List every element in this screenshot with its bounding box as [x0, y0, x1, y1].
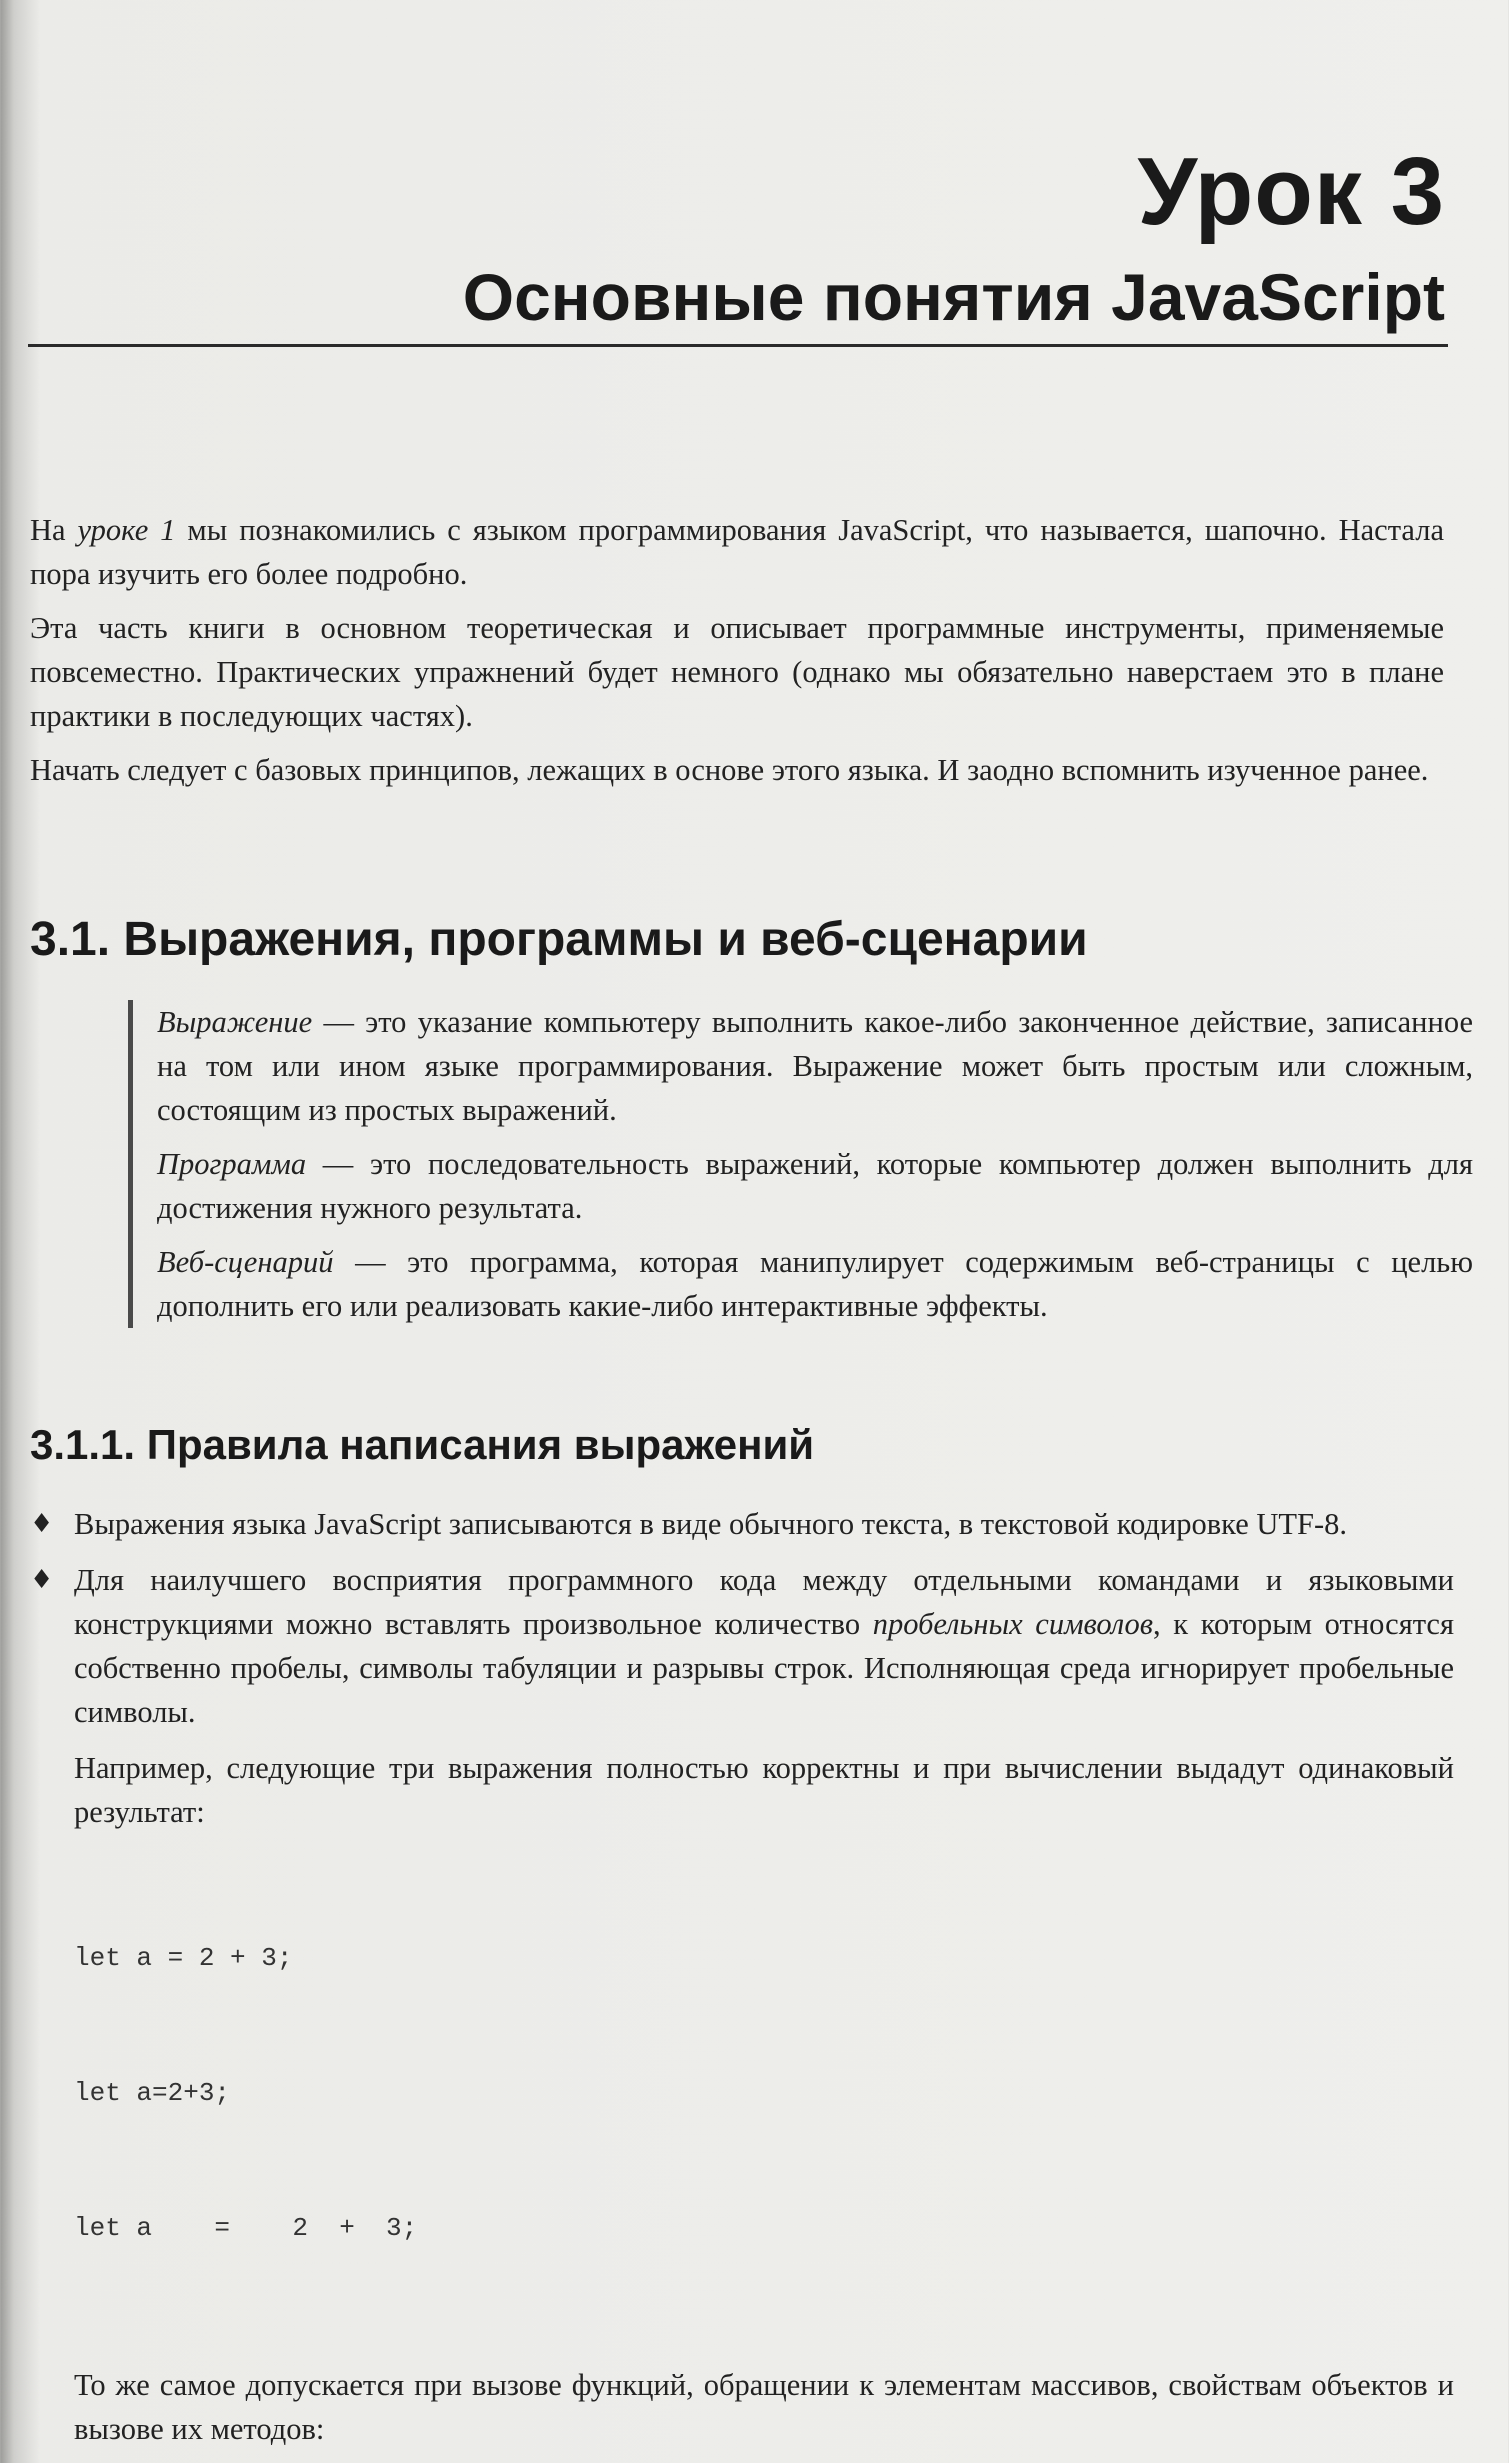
- code-line: let a = 2 + 3;: [74, 2213, 418, 2243]
- definition-text: — это последовательность выражений, которые компьютер должен выполнить для достижения нужного результата.: [157, 1147, 1473, 1225]
- chapter-header: [463, 140, 1445, 336]
- example-outro: То же самое допускается при вызове функций, обращении к элементам массивов, свойствам объектов и вызове их методов:: [74, 2368, 1454, 2446]
- intro-p1-end: мы познакомились с языком программирования JavaScript, что называется, шапочно. Настала пора изучить его более подробно.: [30, 513, 1444, 591]
- diamond-bullet-icon: ♦: [30, 1565, 54, 1595]
- code-line: let a = 2 + 3;: [74, 1943, 293, 1973]
- lesson-reference: уроке 1: [77, 513, 176, 547]
- code-example: [30, 1846, 1454, 2341]
- example-intro: Например, следующие три выражения полностью корректны и при вычислении выдадут одинаковый результат:: [74, 1751, 1454, 1829]
- definition-text: — это указание компьютеру выполнить какое-либо законченное действие, записанное на том или ином языке программирования. Выражение может быть простым или сложным, состоящим из простых выражений.: [157, 1005, 1473, 1127]
- definition-term: Программа: [157, 1147, 307, 1181]
- chapter-divider: [28, 344, 1448, 347]
- rules-list: [30, 1502, 1454, 2463]
- whitespace-term: пробельных символов: [872, 1607, 1154, 1641]
- list-item: [30, 1502, 1454, 1546]
- diamond-bullet-icon: ♦: [30, 1509, 54, 1539]
- definition-expression: [157, 1000, 1473, 1132]
- definition-term: Выражение: [157, 1005, 313, 1039]
- subsection-heading: 3.1.1. Правила написания выражений: [30, 1421, 815, 1468]
- intro-p1-start: На: [30, 513, 78, 547]
- intro-text: [30, 508, 1444, 802]
- definitions-block: [128, 1000, 1473, 1328]
- list-item: [30, 1558, 1454, 1734]
- intro-paragraph-1: [30, 508, 1444, 596]
- section-heading: 3.1. Выражения, программы и веб-сценарии: [30, 913, 1088, 966]
- definition-program: [157, 1142, 1473, 1230]
- chapter-title: Основные понятия JavaScript: [462, 260, 1445, 334]
- list-item-text-start: Для наилучшего восприятия программного кода между отдельными командами и языковыми конструкциями можно вставлять произвольное количество: [74, 1563, 1454, 1641]
- list-item-text: Выражения языка JavaScript записываются в виде обычного текста, в текстовой кодировке UTF-8.: [74, 1507, 1348, 1541]
- intro-paragraph-3: Начать следует с базовых принципов, лежащих в основе этого языка. И заодно вспомнить изученное ранее.: [30, 753, 1429, 787]
- list-item-text-end: , к которым относятся собственно пробелы, символы табуляции и разрывы строк. Исполняющая среда игнорирует пробельные символы.: [74, 1607, 1454, 1729]
- definition-text: — это программа, которая манипулирует содержимым веб-страницы с целью дополнить его или реализовать какие-либо интерактивные эффекты.: [157, 1245, 1473, 1323]
- definition-term: Веб-сценарий: [157, 1245, 334, 1279]
- definition-web-script: [157, 1240, 1473, 1328]
- intro-paragraph-2: Эта часть книги в основном теоретическая и описывает программные инструменты, применяемые повсеместно. Практических упражнений будет немного (однако мы обязательно наверстаем это в плане практики в последующих частях).: [30, 611, 1444, 733]
- chapter-number: Урок 3: [1137, 138, 1445, 245]
- code-line: let a=2+3;: [74, 2078, 231, 2108]
